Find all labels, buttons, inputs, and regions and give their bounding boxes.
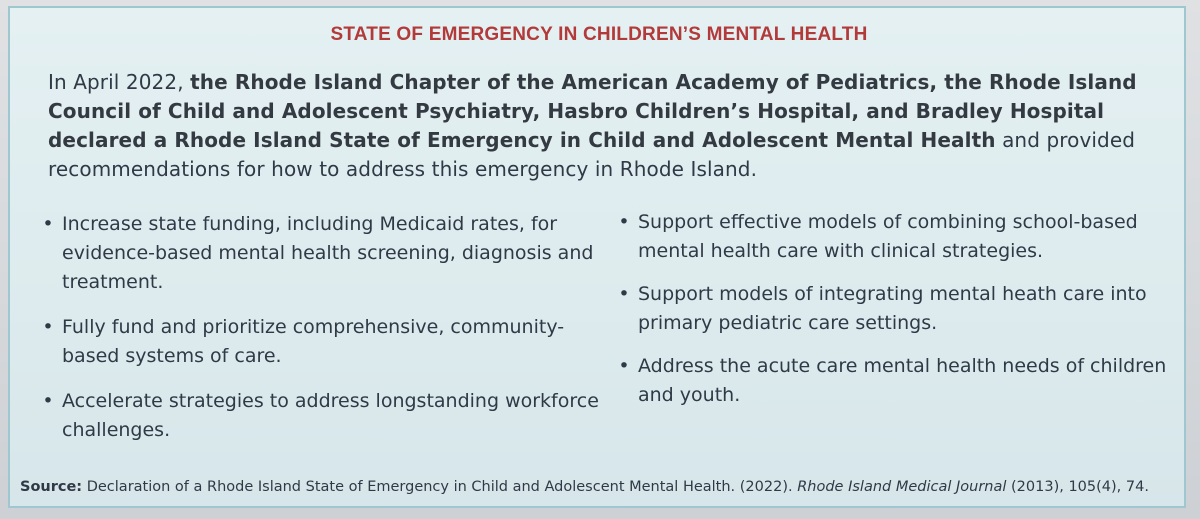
intro-suffix: and provided recommendations for how to address this emergency in Rhode Island. — [48, 128, 1136, 181]
list-item — [616, 352, 1176, 410]
source-citation — [20, 479, 1180, 495]
source-reference: (2013), 105(4), 74. — [1006, 479, 1149, 495]
info-panel — [8, 6, 1186, 508]
right-bullet-list — [616, 208, 1176, 424]
bullet-text: Address the acute care mental health needs of children and youth. — [638, 355, 1167, 406]
list-item — [616, 208, 1176, 266]
source-text: Declaration of a Rhode Island State of Emergency in Child and Adolescent Mental Health. (2022). — [82, 479, 798, 495]
left-bullet-list — [40, 210, 600, 461]
list-item — [40, 210, 600, 297]
intro-paragraph — [48, 68, 1158, 184]
bullet-dot: • — [618, 211, 630, 233]
source-label: Source: — [20, 479, 83, 495]
panel-title: STATE OF EMERGENCY IN CHILDREN’S MENTAL HEALTH — [330, 24, 868, 45]
bullet-dot: • — [618, 355, 630, 377]
source-journal: Rhode Island Medical Journal — [797, 479, 1007, 495]
bullet-text: Increase state funding, including Medicaid rates, for evidence-based mental health screening, diagnosis and treatment. — [62, 213, 594, 293]
bullet-text: Accelerate strategies to address longstanding workforce challenges. — [62, 390, 599, 441]
bullet-text: Fully fund and prioritize comprehensive, community-based systems of care. — [62, 316, 565, 367]
intro-prefix: In April 2022, — [48, 70, 191, 94]
bullet-text: Support effective models of combining school-based mental health care with clinical strategies. — [638, 211, 1138, 262]
bullet-dot: • — [42, 316, 54, 338]
list-item — [40, 313, 600, 371]
list-item — [40, 387, 600, 445]
bullet-text: Support models of integrating mental heath care into primary pediatric care settings. — [638, 283, 1147, 334]
bullet-dot: • — [618, 283, 630, 305]
intro-bold-text: the Rhode Island Chapter of the American Academy of Pediatrics, the Rhode Island Council of Child and Adolescent Psychiatry, Hasbro Children’s Hospital, and Bradley Hospital declared a Rhode Island State of Emergency in Child and Adolescent Mental Health — [48, 70, 1137, 152]
list-item — [616, 280, 1176, 338]
bullet-dot: • — [42, 213, 54, 235]
bullet-dot: • — [42, 390, 54, 412]
